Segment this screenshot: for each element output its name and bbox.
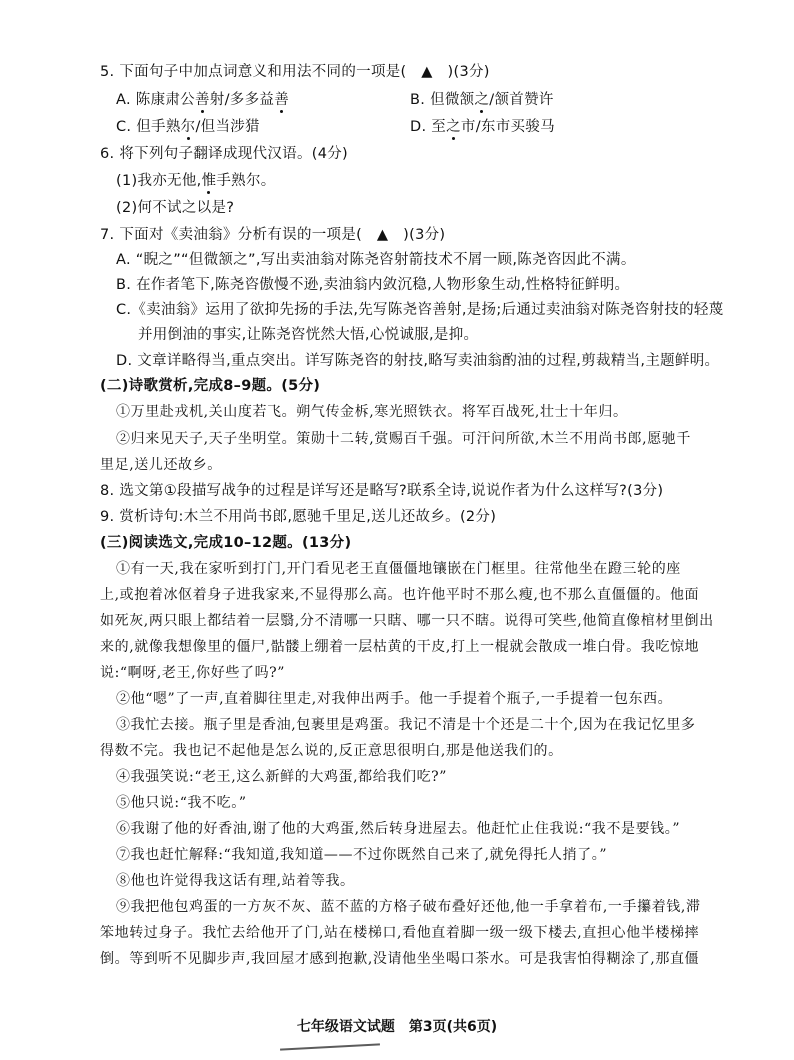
passage-line: ①有一天,我在家听到打门,开门看见老王直僵僵地镶嵌在门框里。往常他坐在蹬三轮的座 <box>116 561 681 577</box>
q6-stem: 6. 将下列句子翻译成现代汉语。(4分) <box>100 146 348 162</box>
q7-option-c-line1: C.《卖油翁》运用了欲抑先扬的手法,先写陈尧咨善射,是扬;后通过卖油翁对陈尧咨射技的轻蔑 <box>116 302 724 318</box>
q7-option-c-line2: 并用倒油的事实,让陈尧咨恍然大悟,心悦诚服,是抑。 <box>138 327 479 343</box>
q8: 8. 选文第①段描写战争的过程是详写还是略写?联系全诗,说说作者为什么这样写?(3分) <box>100 483 664 499</box>
passage-line: 如死灰,两只眼上都结着一层翳,分不清哪一只瞎、哪一只不瞎。说得可笑些,他简直像棺材里倒出 <box>100 613 714 629</box>
q5-option-d: D. 至之市/东市买骏马 <box>410 119 555 135</box>
passage-line: ③我忙去接。瓶子里是香油,包裹里是鸡蛋。我记不清是十个还是二十个,因为在我记忆里多 <box>116 717 696 733</box>
passage-line: 来的,就像我想像里的僵尸,骷髅上绷着一层枯黄的干皮,打上一棍就会散成一堆白骨。我吃惊地 <box>100 639 700 655</box>
section-3-heading: (三)阅读选文,完成10–12题。(13分) <box>100 535 352 551</box>
q7-stem: 7. 下面对《卖油翁》分析有误的一项是( ▲ )(3分) <box>100 227 446 243</box>
q5-stem: 5. 下面句子中加点词意义和用法不同的一项是( ▲ )(3分) <box>100 64 490 80</box>
q6-sentence-2: (2)何不试之以是? <box>116 200 235 216</box>
passage-line: 得数不完。我也记不起他是怎么说的,反正意思很明白,那是他送我们的。 <box>100 743 563 759</box>
passage-line: 倒。等到听不见脚步声,我回屋才感到抱歉,没请他坐坐喝口茶水。可是我害怕得糊涂了,那直僵 <box>100 951 700 967</box>
poem-paragraph-1: ①万里赴戎机,关山度若飞。朔气传金柝,寒光照铁衣。将军百战死,壮士十年归。 <box>116 404 628 420</box>
passage-line: ⑨我把他包鸡蛋的一方灰不灰、蓝不蓝的方格子破布叠好还他,他一手拿着布,一手攥着钱,滞 <box>116 899 701 915</box>
passage-line: ⑤他只说:“我不吃。” <box>116 795 247 811</box>
section-2-heading: (二)诗歌赏析,完成8–9题。(5分) <box>100 378 321 394</box>
passage-line: ⑥我谢了他的好香油,谢了他的大鸡蛋,然后转身进屋去。他赶忙止住我说:“我不是要钱。” <box>116 821 681 837</box>
q7-option-d: D. 文章详略得当,重点突出。详写陈尧咨的射技,略写卖油翁酌油的过程,剪裁精当,主题鲜明。 <box>116 353 720 369</box>
scan-mark <box>280 1043 380 1050</box>
q5-option-a: A. 陈康肃公善射/多多益善 <box>116 92 289 108</box>
q9: 9. 赏析诗句:木兰不用尚书郎,愿驰千里足,送儿还故乡。(2分) <box>100 509 497 525</box>
q5-option-b: B. 但微颔之/颔首赞许 <box>410 92 554 108</box>
passage-line: 上,或抱着冰伛着身子进我家来,不显得那么高。也许他平时不那么瘦,也不那么直僵僵的。他面 <box>100 587 700 603</box>
poem-paragraph-2-line1: ②归来见天子,天子坐明堂。策勋十二转,赏赐百千强。可汗问所欲,木兰不用尚书郎,愿驰千 <box>116 431 691 447</box>
passage-line: 说:“啊呀,老王,你好些了吗?” <box>100 665 286 681</box>
q7-option-a: A. “睨之”“但微颔之”,写出卖油翁对陈尧咨射箭技术不屑一顾,陈尧咨因此不满。 <box>116 252 636 268</box>
q7-option-b: B. 在作者笔下,陈尧咨傲慢不逊,卖油翁内敛沉稳,人物形象生动,性格特征鲜明。 <box>116 277 630 293</box>
page-footer: 七年级语文试题 第3页(共6页) <box>296 1019 498 1035</box>
poem-paragraph-2-line2: 里足,送儿还故乡。 <box>100 457 222 473</box>
passage-line: ⑦我也赶忙解释:“我知道,我知道——不过你既然自己来了,就免得托人捎了。” <box>116 847 608 863</box>
q5-option-c: C. 但手熟尔/但当涉猎 <box>116 119 260 135</box>
passage-line: ②他“嗯”了一声,直着脚往里走,对我伸出两手。他一手提着个瓶子,一手提着一包东西。 <box>116 691 673 707</box>
q6-sentence-1: (1)我亦无他,惟手熟尔。 <box>116 173 276 189</box>
passage-line: 笨地转过身子。我忙去给他开了门,站在楼梯口,看他直着脚一级一级下楼去,直担心他半楼梯摔 <box>100 925 700 941</box>
passage-line: ⑧他也许觉得我这话有理,站着等我。 <box>116 873 355 889</box>
passage-line: ④我强笑说:“老王,这么新鲜的大鸡蛋,都给我们吃?” <box>116 769 448 785</box>
